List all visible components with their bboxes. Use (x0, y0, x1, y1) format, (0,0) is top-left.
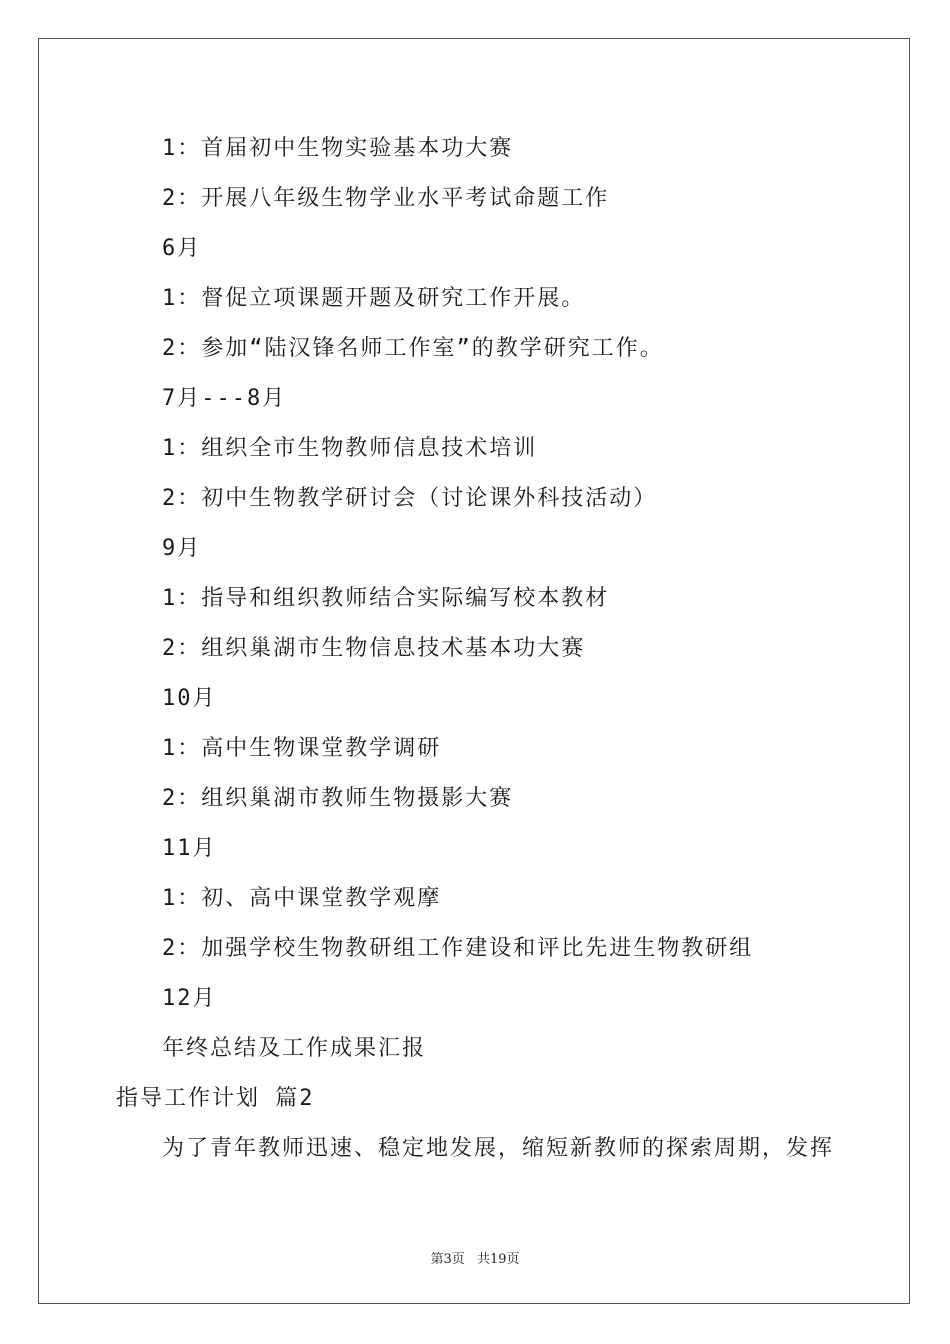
paragraph-text: 为了青年教师迅速、稳定地发展，缩短新教师的探索周期，发挥 (162, 1136, 835, 1161)
month-heading: 11月 (162, 836, 217, 861)
doc-line: 1：初、高中课堂教学观摩 (162, 886, 442, 911)
month-heading: 10月 (162, 686, 217, 711)
page-footer (0, 1248, 950, 1267)
page-total: 共19页 (476, 1252, 520, 1267)
doc-line: 2：加强学校生物教研组工作建设和评比先进生物教研组 (162, 936, 754, 961)
doc-line: 2：组织巢湖市生物信息技术基本功大赛 (162, 636, 586, 661)
doc-line: 2：组织巢湖市教师生物摄影大赛 (162, 786, 514, 811)
doc-line: 年终总结及工作成果汇报 (162, 1036, 427, 1061)
doc-line: 1：组织全市生物教师信息技术培训 (162, 436, 538, 461)
doc-line: 1：高中生物课堂教学调研 (162, 736, 442, 761)
month-heading: 6月 (162, 236, 202, 261)
month-heading: 7月---8月 (162, 386, 287, 411)
doc-line: 1：指导和组织教师结合实际编写校本教材 (162, 586, 610, 611)
doc-line: 2：初中生物教学研讨会（讨论课外科技活动） (162, 486, 658, 511)
month-heading: 12月 (162, 986, 217, 1011)
doc-line: 1：首届初中生物实验基本功大赛 (162, 136, 514, 161)
page-frame (38, 38, 910, 1304)
doc-line: 1：督促立项课题开题及研究工作开展。 (162, 286, 586, 311)
doc-line: 2：参加“陆汉锋名师工作室”的教学研究工作。 (162, 336, 664, 361)
page-number: 第3页 (430, 1252, 465, 1267)
doc-line: 2：开展八年级生物学业水平考试命题工作 (162, 186, 610, 211)
month-heading: 9月 (162, 536, 202, 561)
section-heading: 指导工作计划 篇2 (116, 1086, 315, 1111)
